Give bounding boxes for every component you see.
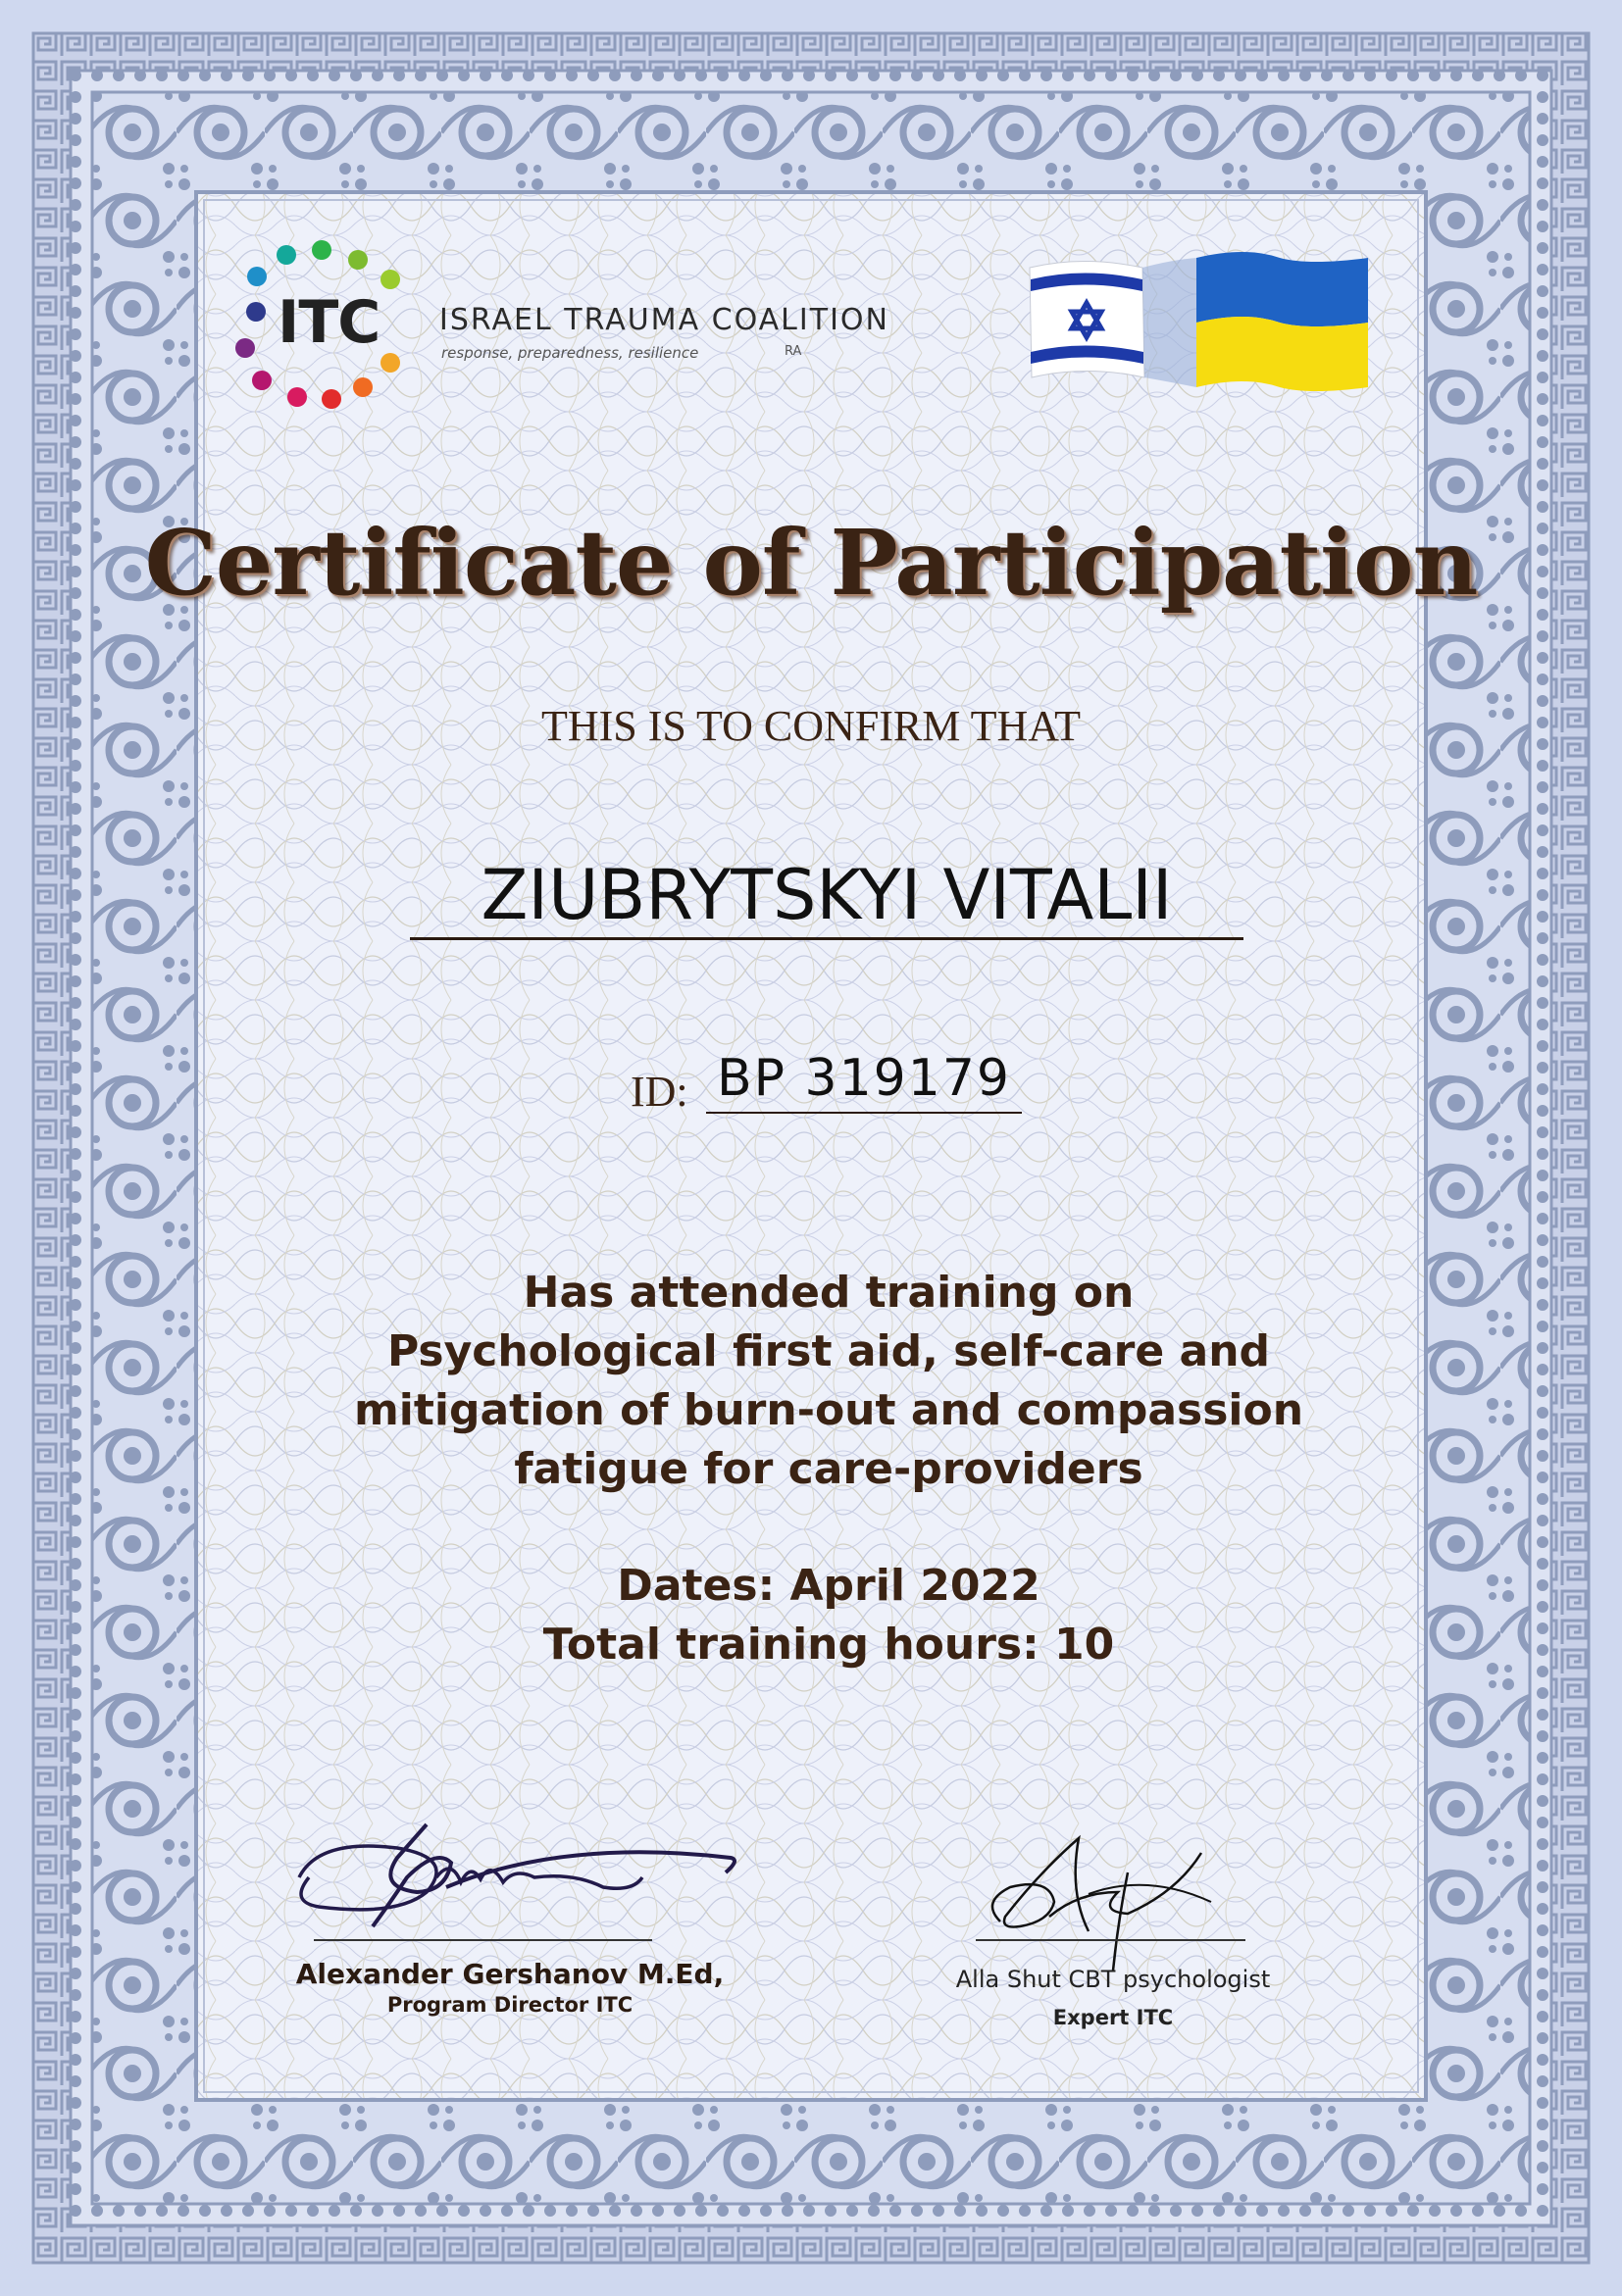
israel-flag-icon bbox=[1030, 262, 1144, 378]
training-dates: Dates: April 2022 bbox=[617, 1561, 1040, 1611]
signatory-name: Alexander Gershanov M.Ed, bbox=[295, 1958, 725, 1990]
training-statement-line: Psychological first aid, self-care and bbox=[386, 1326, 1271, 1376]
recipient-name: ZIUBRYTSKYI VITALII bbox=[481, 855, 1173, 935]
confirm-statement: THIS IS TO CONFIRM THAT bbox=[540, 702, 1082, 750]
signature-shut bbox=[981, 1833, 1236, 1980]
training-statement-line: mitigation of burn-out and compassion bbox=[353, 1385, 1304, 1435]
certificate-title: Certificate of Participation bbox=[144, 510, 1478, 616]
itc-logo-abbr: ITC bbox=[278, 288, 380, 357]
itc-logo-name: ISRAEL TRAUMA COALITION bbox=[439, 303, 889, 337]
ukraine-flag-icon bbox=[1196, 252, 1368, 391]
signature-gershanov bbox=[279, 1819, 740, 1946]
id-underline bbox=[706, 1112, 1022, 1114]
training-statement-line: Has attended training on bbox=[523, 1268, 1135, 1318]
training-hours: Total training hours: 10 bbox=[542, 1620, 1115, 1670]
recipient-underline bbox=[410, 937, 1243, 940]
signature-line bbox=[314, 1939, 652, 1941]
flags-group bbox=[1025, 250, 1378, 397]
itc-logo-suffix: RA bbox=[785, 344, 802, 359]
training-statement-line: fatigue for care-providers bbox=[514, 1444, 1143, 1494]
signatory-role: Expert ITC bbox=[1052, 2006, 1174, 2029]
signature-line bbox=[976, 1939, 1245, 1941]
id-value: BP 319179 bbox=[716, 1049, 1012, 1108]
id-label: ID: bbox=[631, 1068, 688, 1116]
signatory-role: Program Director ITC bbox=[386, 1993, 634, 2017]
itc-logo-tagline: response, preparedness, resilience bbox=[441, 344, 699, 362]
signatory-name: Alla Shut CBT psychologist bbox=[955, 1966, 1271, 1993]
